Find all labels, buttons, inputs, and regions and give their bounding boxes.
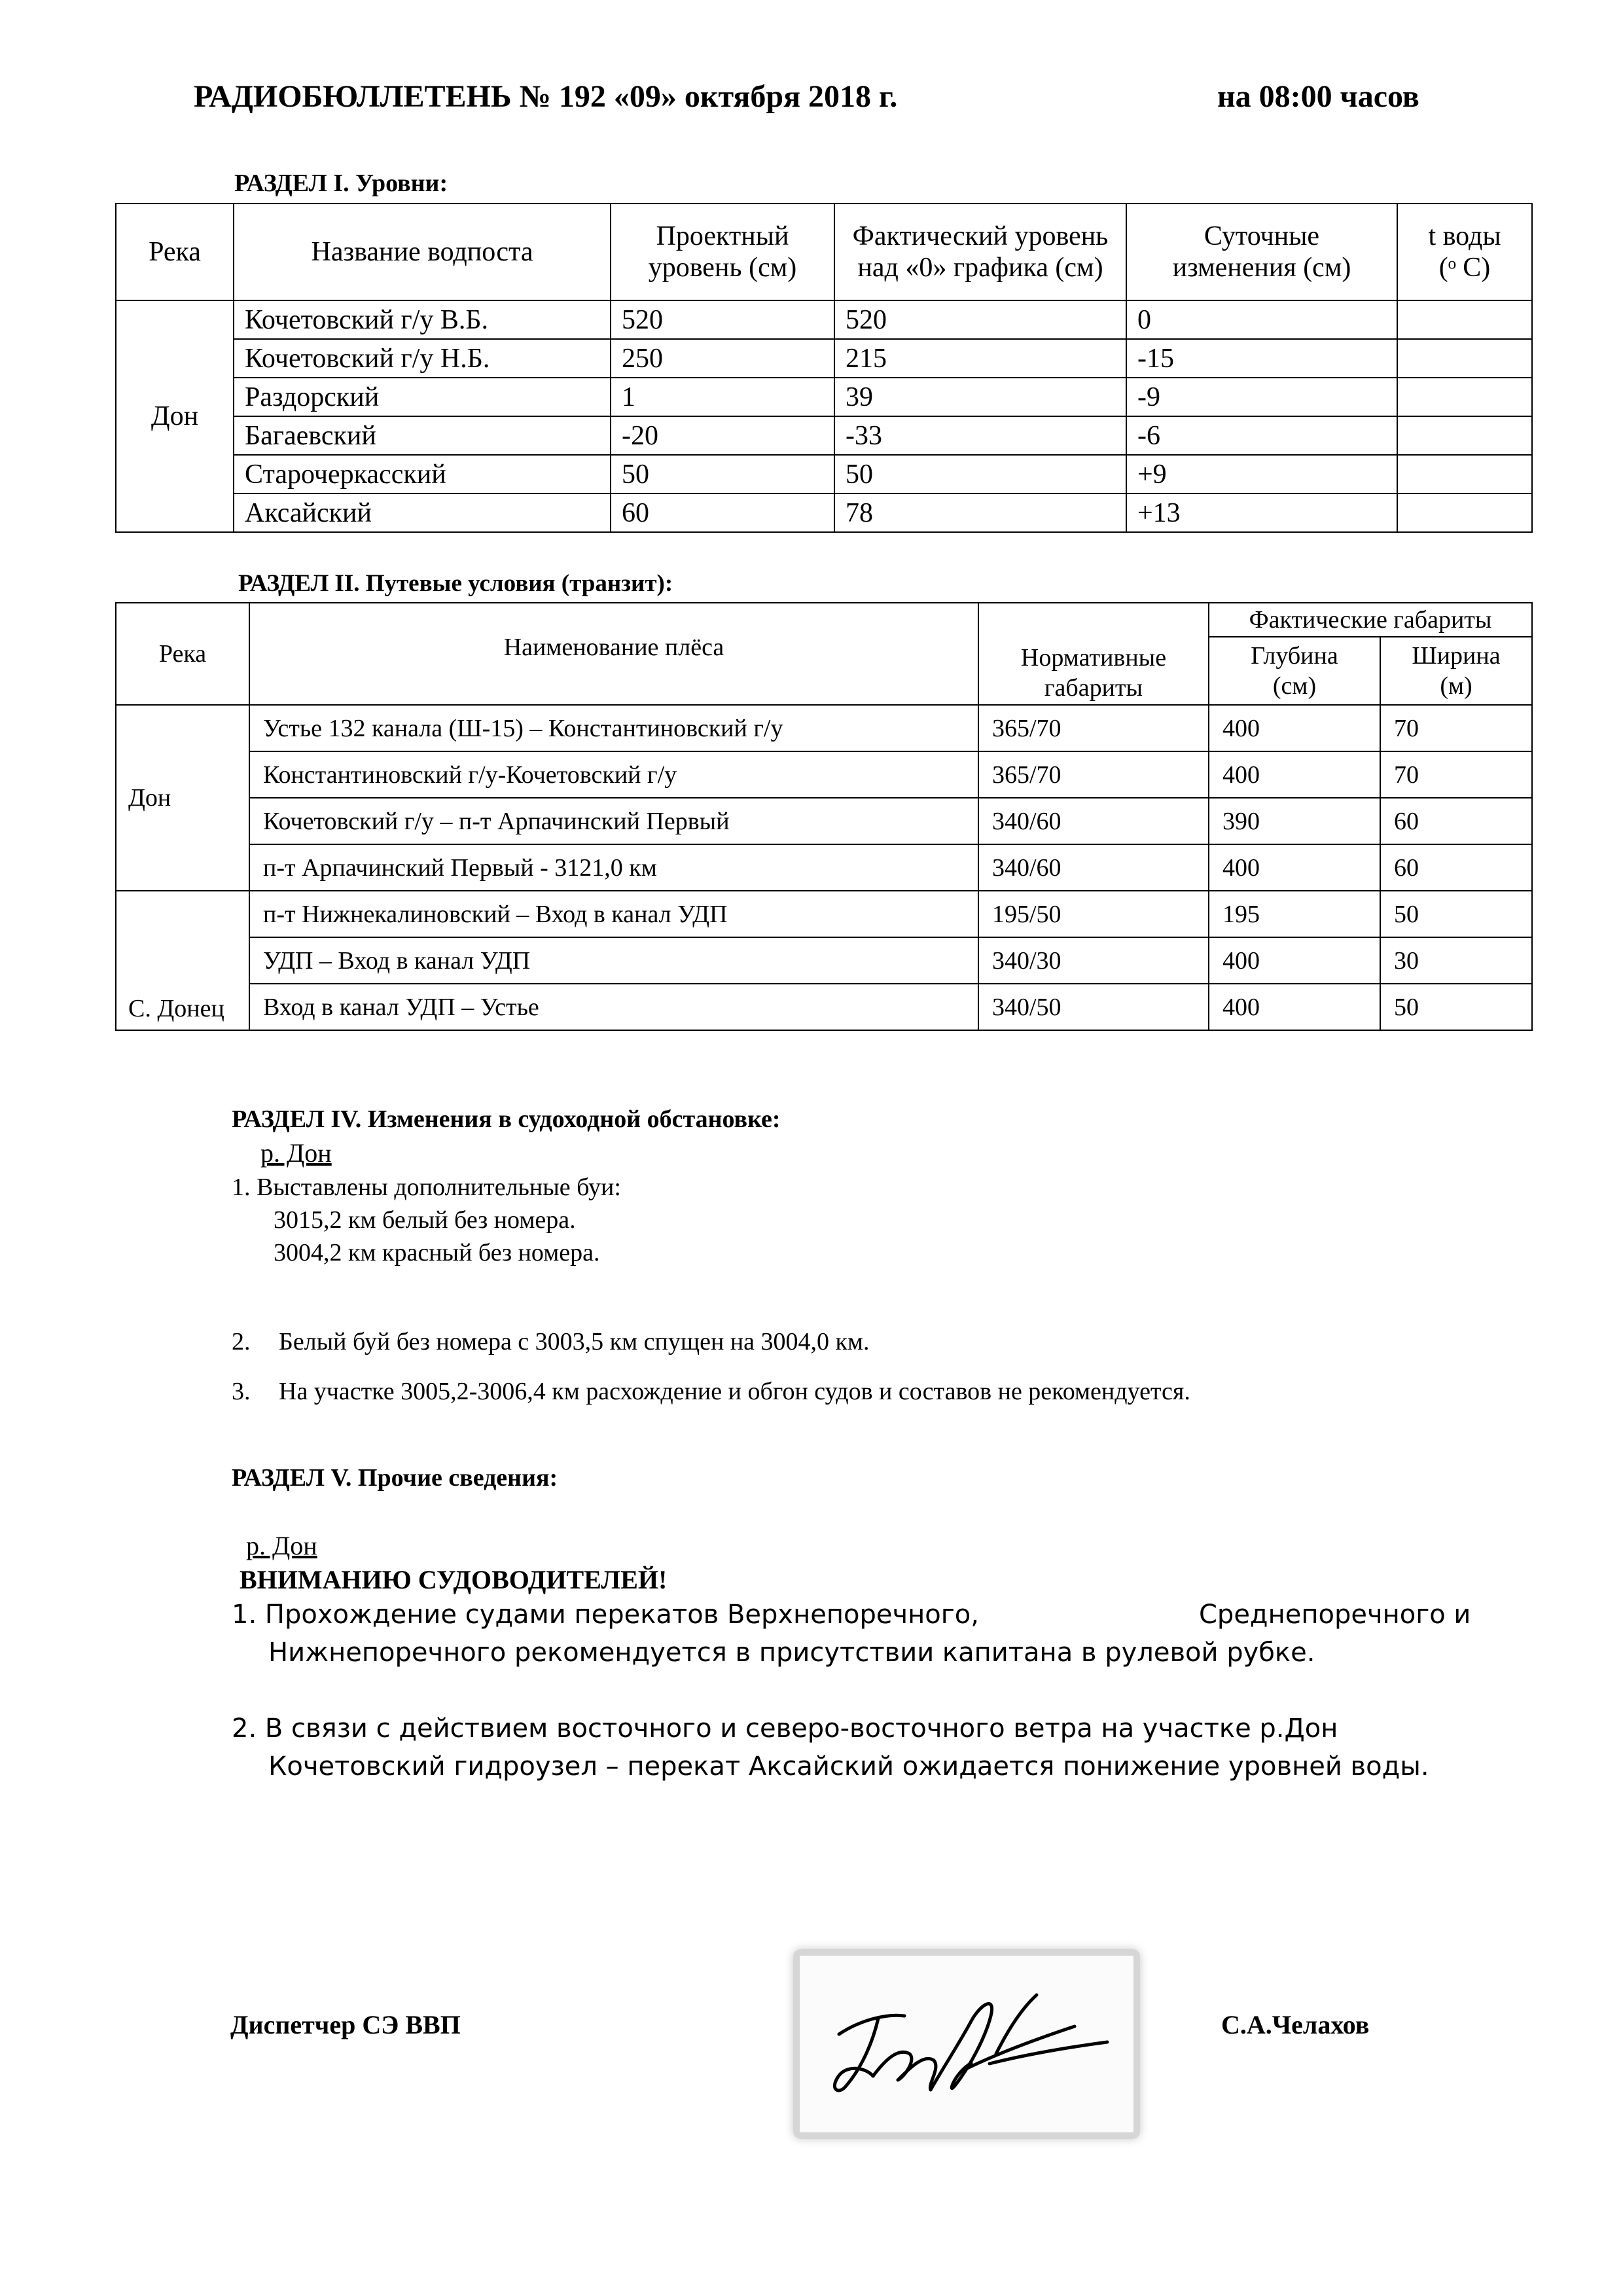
attention-heading: ВНИМАНИЮ СУДОВОДИТЕЛЕЙ! <box>240 1565 668 1594</box>
col-width-label: Ширина (м) <box>1412 642 1501 700</box>
normative-dims: 340/50 <box>978 984 1209 1030</box>
section4-item2: Белый буй без номера с 3003,5 км спущен на 3004,0 км. <box>279 1328 870 1355</box>
reach-name: Кочетовский г/у – п-т Арпачинский Первый <box>249 798 978 844</box>
daily-change: -6 <box>1126 416 1397 455</box>
daily-change: +9 <box>1126 455 1397 493</box>
daily-change: -9 <box>1126 378 1397 416</box>
section4-item3: На участке 3005,2-3006,4 км расхождение и обгон судов и составов не рекомендуется. <box>279 1378 1190 1405</box>
levels-table <box>115 203 1533 533</box>
reach-name: п-т Нижнекалиновский – Вход в канал УДП <box>249 891 978 937</box>
transit-header-row <box>116 603 1532 637</box>
handwritten-signature <box>800 1956 1133 2132</box>
design-level: 1 <box>611 378 834 416</box>
col-daily-change-label: Суточные изменения (см) <box>1172 221 1351 283</box>
col-depth-label: Глубина (см) <box>1251 642 1338 700</box>
section2-heading: РАЗДЕЛ II. Путевые условия (транзит): <box>238 570 673 597</box>
col-normative-label: Нормативные габариты <box>1020 644 1167 702</box>
table-row <box>116 416 1532 455</box>
post-name: Кочетовский г/у Н.Б. <box>234 339 611 378</box>
actual-width: 60 <box>1380 798 1532 844</box>
col-design-level <box>611 204 834 300</box>
normative-dims: 365/70 <box>978 751 1209 798</box>
section5-item1-line2: Нижнепоречного рекомендуется в присутствии капитана в рулевой рубке. <box>268 1638 1315 1668</box>
table-row <box>116 339 1532 378</box>
table-row <box>116 378 1532 416</box>
col-water-temp-label: t воды (ᵒ С) <box>1428 221 1501 283</box>
normative-dims: 340/60 <box>978 798 1209 844</box>
design-level: 60 <box>611 493 834 532</box>
table-row <box>116 300 1532 339</box>
section4-item1: 1. Выставлены дополнительные буи: <box>232 1174 621 1201</box>
section1-heading: РАЗДЕЛ I. Уровни: <box>234 170 448 197</box>
normative-dims: 365/70 <box>978 705 1209 751</box>
actual-depth: 400 <box>1209 705 1380 751</box>
levels-header-row <box>116 204 1532 300</box>
post-name: Старочеркасский <box>234 455 611 493</box>
transit-table <box>115 602 1533 1031</box>
post-name: Раздорский <box>234 378 611 416</box>
dispatcher-position: Диспетчер СЭ ВВП <box>230 2010 461 2039</box>
table-row <box>116 937 1532 984</box>
design-level: 520 <box>611 300 834 339</box>
table-row <box>116 891 1532 937</box>
section5-item2-line1: 2. В связи с действием восточного и северо-восточного ветра на участке р.Дон <box>232 1713 1338 1744</box>
actual-width: 30 <box>1380 937 1532 984</box>
col-water-temp <box>1397 204 1532 300</box>
section4-item1-buoy1: 3015,2 км белый без номера. <box>274 1206 576 1234</box>
post-name: Багаевский <box>234 416 611 455</box>
design-level: 250 <box>611 339 834 378</box>
water-temp <box>1397 493 1532 532</box>
col-post-name: Название водпоста <box>234 204 611 300</box>
table-row <box>116 493 1532 532</box>
water-temp <box>1397 300 1532 339</box>
table-row <box>116 705 1532 751</box>
reach-name: Устье 132 канала (Ш-15) – Константиновский г/у <box>249 705 978 751</box>
actual-width: 60 <box>1380 844 1532 891</box>
actual-width: 50 <box>1380 984 1532 1030</box>
section5-river: р. Дон <box>246 1531 317 1560</box>
col-design-level-label: Проектный уровень (см) <box>648 221 797 283</box>
actual-level: 39 <box>834 378 1126 416</box>
col-actual-level <box>834 204 1126 300</box>
section4-item1-buoy2: 3004,2 км красный без номера. <box>274 1239 600 1266</box>
col-normative <box>978 603 1209 705</box>
reach-name: п-т Арпачинский Первый - 3121,0 км <box>249 844 978 891</box>
col-river: Река <box>116 603 249 705</box>
post-name: Аксайский <box>234 493 611 532</box>
actual-width: 70 <box>1380 705 1532 751</box>
design-level: 50 <box>611 455 834 493</box>
table-row <box>116 984 1532 1030</box>
bulletin-header <box>0 79 1623 137</box>
actual-depth: 390 <box>1209 798 1380 844</box>
actual-depth: 400 <box>1209 937 1380 984</box>
table-row <box>116 844 1532 891</box>
table-row <box>116 751 1532 798</box>
col-depth <box>1209 637 1380 705</box>
bulletin-time: на 08:00 часов <box>1217 79 1419 114</box>
normative-dims: 340/30 <box>978 937 1209 984</box>
bulletin-title: РАДИОБЮЛЛЕТЕНЬ № 192 «09» октября 2018 г. <box>194 79 898 114</box>
water-temp <box>1397 416 1532 455</box>
signature-stamp <box>793 1949 1140 2139</box>
daily-change: -15 <box>1126 339 1397 378</box>
actual-depth: 400 <box>1209 844 1380 891</box>
design-level: -20 <box>611 416 834 455</box>
actual-level: -33 <box>834 416 1126 455</box>
section4-item3-number: 3. <box>232 1378 251 1405</box>
table-row <box>116 455 1532 493</box>
actual-depth: 195 <box>1209 891 1380 937</box>
reach-name: УДП – Вход в канал УДП <box>249 937 978 984</box>
water-temp <box>1397 339 1532 378</box>
col-river: Река <box>116 204 234 300</box>
actual-level: 520 <box>834 300 1126 339</box>
col-actual-level-label: Фактический уровень над «0» графика (см) <box>852 221 1109 283</box>
actual-depth: 400 <box>1209 751 1380 798</box>
normative-dims: 340/60 <box>978 844 1209 891</box>
water-temp <box>1397 455 1532 493</box>
section4-river: р. Дон <box>260 1138 332 1168</box>
river-cell: С. Донец <box>116 891 249 1030</box>
reach-name: Вход в канал УДП – Устье <box>249 984 978 1030</box>
actual-level: 78 <box>834 493 1126 532</box>
section5-item2-line2: Кочетовский гидроузел – перекат Аксайский ожидается понижение уровней воды. <box>268 1751 1429 1782</box>
dispatcher-name: С.А.Челахов <box>1221 2010 1370 2039</box>
daily-change: +13 <box>1126 493 1397 532</box>
normative-dims: 195/50 <box>978 891 1209 937</box>
actual-level: 50 <box>834 455 1126 493</box>
daily-change: 0 <box>1126 300 1397 339</box>
col-daily-change <box>1126 204 1397 300</box>
section5-heading: РАЗДЕЛ V. Прочие сведения: <box>232 1464 558 1492</box>
section4-heading: РАЗДЕЛ IV. Изменения в судоходной обстановке: <box>232 1105 781 1133</box>
section4-item2-number: 2. <box>232 1328 251 1355</box>
table-row <box>116 798 1532 844</box>
actual-depth: 400 <box>1209 984 1380 1030</box>
actual-width: 70 <box>1380 751 1532 798</box>
river-cell: Дон <box>116 705 249 891</box>
col-actual-group: Фактические габариты <box>1209 603 1532 637</box>
section5-item1-line1-a: 1. Прохождение судами перекатов Верхнепоречного, <box>232 1600 979 1630</box>
actual-width: 50 <box>1380 891 1532 937</box>
actual-level: 215 <box>834 339 1126 378</box>
section5-item1-line1-b: Среднепоречного и <box>1199 1600 1471 1630</box>
reach-name: Константиновский г/у-Кочетовский г/у <box>249 751 978 798</box>
water-temp <box>1397 378 1532 416</box>
col-reach: Наименование плёса <box>249 603 978 705</box>
river-cell: Дон <box>116 300 234 532</box>
post-name: Кочетовский г/у В.Б. <box>234 300 611 339</box>
col-width <box>1380 637 1532 705</box>
